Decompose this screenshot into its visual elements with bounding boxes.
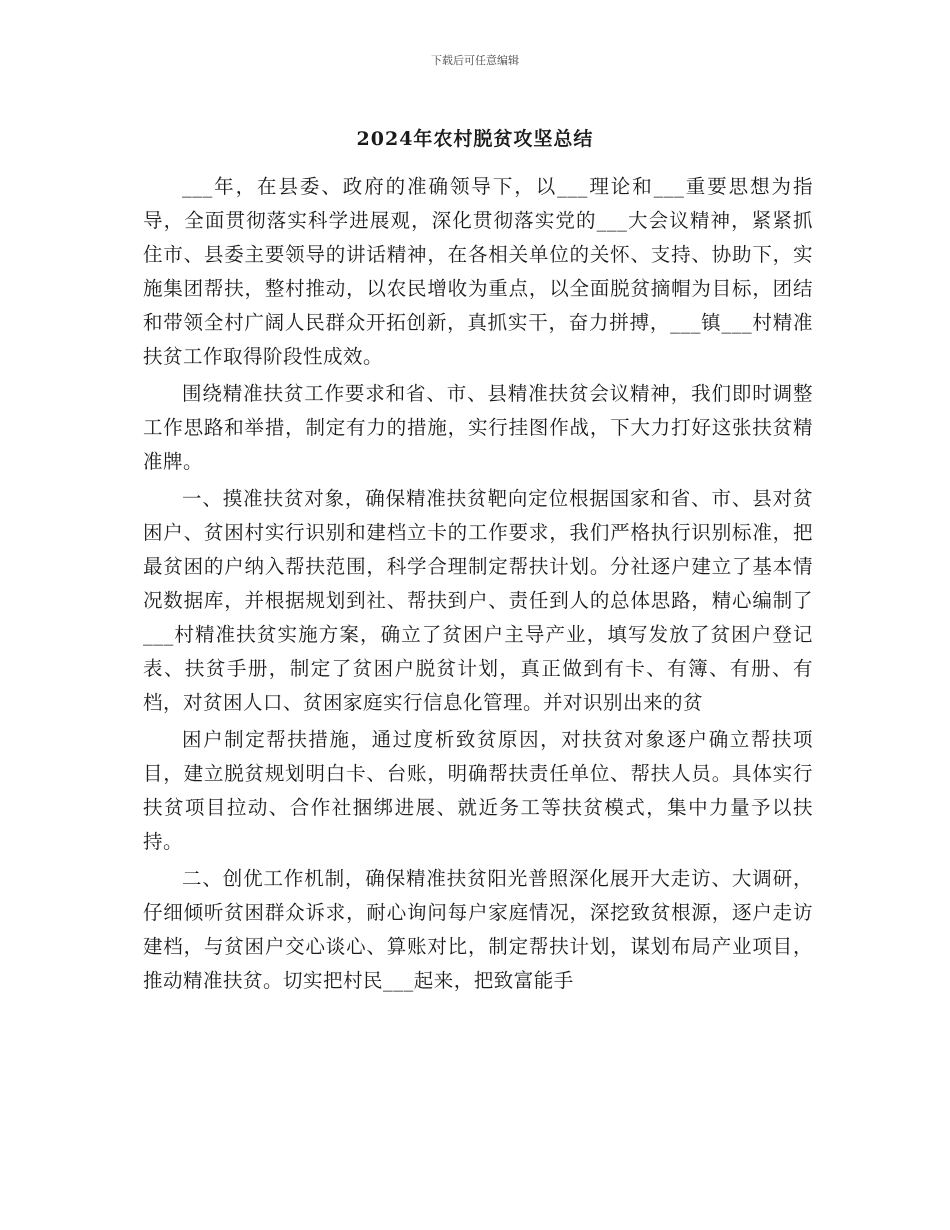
paragraph-section-one: 一、摸准扶贫对象，确保精准扶贫靶向定位根据国家和省、市、县对贫困户、贫困村实行识别和建档立卡的工作要求，我们严格执行识别标准，把最贫困的户纳入帮扶范围，科学合理制定帮扶计划。分社逐户建立了基本情况数据库，并根据规划到社、帮扶到户、责任到人的总体思路，精心编制了___村精准扶贫实施方案，确立了贫困户主导产业，填写发放了贫困户登记表、扶贫手册，制定了贫困户脱贫计划，真正做到有卡、有簿、有册、有档，对贫困人口、贫困家庭实行信息化管理。并对识别出来的贫 [143,487,813,714]
document-title: 2024年农村脱贫攻坚总结 [356,128,594,150]
document-body [143,170,813,998]
page-header-note: 下载后可任意编辑 [431,54,519,67]
paragraph-section-one-continued: 困户制定帮扶措施，通过度析致贫原因，对扶贫对象逐户确立帮扶项目，建立脱贫规划明白卡、台账，明确帮扶责任单位、帮扶人员。具体实行扶贫项目拉动、合作社捆绑进展、就近务工等扶贫模式，集中力量予以扶持。 [143,728,813,853]
paragraph-section-two: 二、创优工作机制，确保精准扶贫阳光普照深化展开大走访、大调研，仔细倾听贫困群众诉求，耐心询问每户家庭情况，深挖致贫根源，逐户走访建档，与贫困户交心谈心、算账对比，制定帮扶计划，谋划布局产业项目，推动精准扶贫。切实把村民___起来，把致富能手 [143,867,813,992]
paragraph-intro: ___年，在县委、政府的准确领导下，以___理论和___重要思想为指导，全面贯彻落实科学进展观，深化贯彻落实党的___大会议精神，紧紧抓住市、县委主要领导的讲话精神，在各相关单位的关怀、支持、协助下，实施集团帮扶，整村推动，以农民增收为重点，以全面脱贫摘帽为目标，团结和带领全村广阔人民群众开拓创新，真抓实干，奋力拼搏，___镇___村精准扶贫工作取得阶段性成效。 [143,175,813,368]
paragraph-summary: 围绕精准扶贫工作要求和省、市、县精准扶贫会议精神，我们即时调整工作思路和举措，制定有力的措施，实行挂图作战，下大力打好这张扶贫精准牌。 [143,382,813,473]
